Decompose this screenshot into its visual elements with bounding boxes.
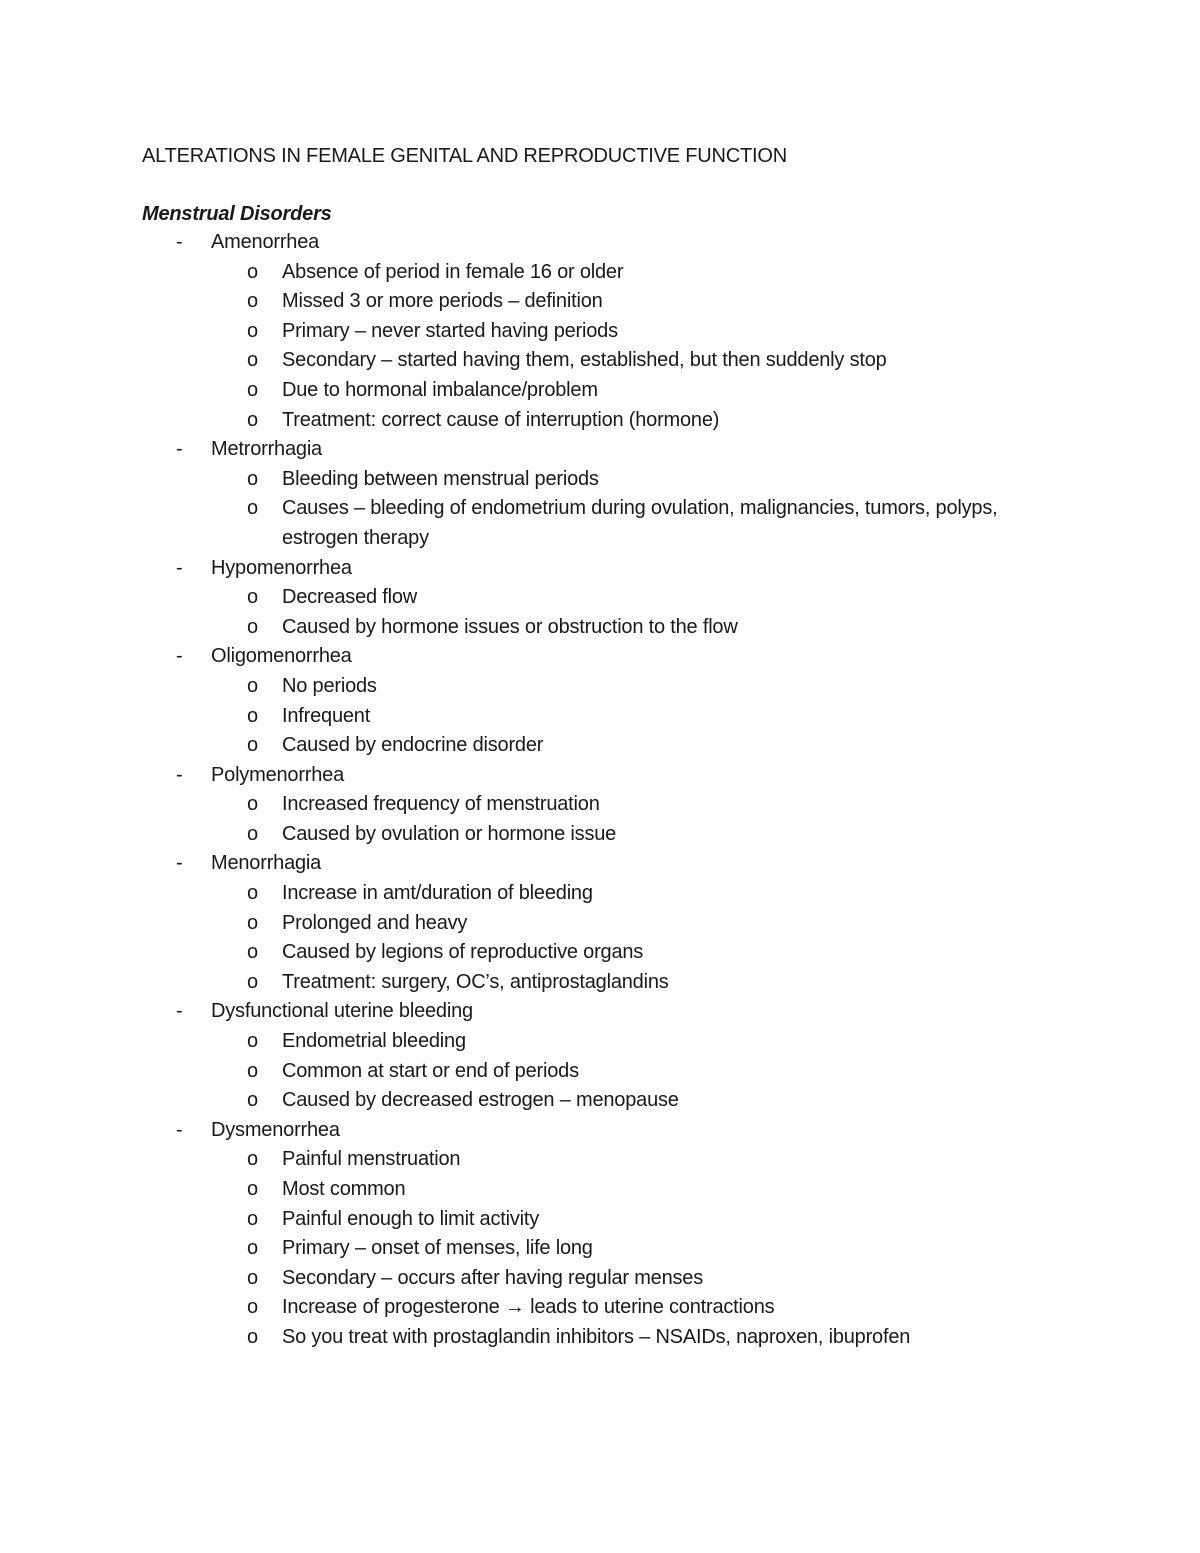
bullet-marker: o xyxy=(247,349,258,372)
bullet-marker: o xyxy=(247,911,258,934)
detail-item xyxy=(0,494,1200,553)
dash-marker: - xyxy=(176,556,183,579)
detail-text: Infrequent xyxy=(282,704,371,727)
bullet-marker: o xyxy=(247,674,258,697)
detail-text: Treatment: surgery, OC’s, antiprostaglandins xyxy=(282,970,669,993)
detail-text: Absence of period in female 16 or older xyxy=(282,260,624,283)
bullet-marker: o xyxy=(247,378,258,401)
detail-item xyxy=(0,702,1200,732)
bullet-marker: o xyxy=(247,290,258,313)
disorder-term: Dysfunctional uterine bleeding xyxy=(211,1000,473,1023)
bullet-marker: o xyxy=(247,941,258,964)
detail-text: Painful enough to limit activity xyxy=(282,1207,540,1230)
bullet-marker: o xyxy=(247,260,258,283)
bullet-marker: o xyxy=(247,734,258,757)
detail-item xyxy=(0,1086,1200,1116)
detail-text: Primary – never started having periods xyxy=(282,319,618,342)
detail-text: Common at start or end of periods xyxy=(282,1059,579,1082)
disorder-item xyxy=(0,761,1200,791)
detail-text: Secondary – started having them, established, but then suddenly stop xyxy=(282,349,887,372)
detail-text: Endometrial bleeding xyxy=(282,1030,466,1053)
bullet-marker: o xyxy=(247,1237,258,1260)
detail-text: Bleeding between menstrual periods xyxy=(282,467,599,490)
bullet-marker: o xyxy=(247,1178,258,1200)
detail-item xyxy=(0,1293,1200,1323)
disorder-item xyxy=(0,642,1200,672)
detail-item xyxy=(0,1175,1200,1205)
dash-marker: - xyxy=(176,231,183,253)
detail-text: Painful menstruation xyxy=(282,1148,461,1171)
bullet-marker: o xyxy=(247,1296,258,1319)
detail-text: Increase in amt/duration of bleeding xyxy=(282,882,593,905)
detail-text: Most common xyxy=(282,1178,406,1200)
dash-marker: - xyxy=(176,1118,183,1141)
disorder-item xyxy=(0,849,1200,879)
detail-item xyxy=(0,672,1200,702)
detail-item xyxy=(0,820,1200,850)
detail-text: No periods xyxy=(282,674,377,697)
bullet-marker: o xyxy=(247,1207,258,1230)
bullet-marker: o xyxy=(247,1089,258,1112)
detail-item xyxy=(0,376,1200,406)
detail-item xyxy=(0,968,1200,998)
disorder-term: Menorrhagia xyxy=(211,852,322,875)
detail-text: Causes – bleeding of endometrium during ovulation, malignancies, tumors, polyps, estrogen therapy xyxy=(282,497,998,549)
detail-text: Caused by decreased estrogen – menopause xyxy=(282,1089,679,1112)
bullet-marker: o xyxy=(247,970,258,993)
detail-item xyxy=(0,1057,1200,1087)
bullet-marker: o xyxy=(247,1148,258,1171)
detail-item xyxy=(0,909,1200,939)
bullet-marker: o xyxy=(247,615,258,638)
detail-item xyxy=(0,346,1200,376)
detail-item xyxy=(0,258,1200,288)
bullet-marker: o xyxy=(247,1266,258,1289)
bullet-marker: o xyxy=(247,497,258,520)
detail-item xyxy=(0,287,1200,317)
detail-text: Secondary – occurs after having regular menses xyxy=(282,1266,704,1289)
disorder-item xyxy=(0,554,1200,584)
detail-text: Prolonged and heavy xyxy=(282,911,468,934)
detail-text: Primary – onset of menses, life long xyxy=(282,1237,593,1260)
detail-text: Treatment: correct cause of interruption (hormone) xyxy=(282,408,720,431)
bullet-marker: o xyxy=(247,704,258,727)
disorder-term: Dysmenorrhea xyxy=(211,1118,340,1141)
disorder-term: Metrorrhagia xyxy=(211,438,322,461)
bullet-marker: o xyxy=(247,408,258,431)
detail-text: Caused by legions of reproductive organs xyxy=(282,941,644,964)
detail-item xyxy=(0,583,1200,613)
dash-marker: - xyxy=(176,1000,183,1023)
detail-item xyxy=(0,1234,1200,1264)
document-title: ALTERATIONS IN FEMALE GENITAL AND REPRODUCTIVE FUNCTION xyxy=(142,145,788,167)
detail-text: Caused by hormone issues or obstruction to the flow xyxy=(282,615,738,638)
detail-item xyxy=(0,1145,1200,1175)
dash-marker: - xyxy=(176,645,183,668)
detail-text: Caused by endocrine disorder xyxy=(282,734,544,757)
detail-item xyxy=(0,406,1200,436)
bullet-marker: o xyxy=(247,882,258,905)
detail-item xyxy=(0,790,1200,820)
detail-item xyxy=(0,1264,1200,1294)
detail-item xyxy=(0,879,1200,909)
disorder-item xyxy=(0,435,1200,465)
detail-text: Decreased flow xyxy=(282,586,418,609)
bullet-marker: o xyxy=(247,793,258,816)
detail-text: So you treat with prostaglandin inhibitors – NSAIDs, naproxen, ibuprofen xyxy=(282,1325,911,1348)
dash-marker: - xyxy=(176,852,183,875)
detail-item xyxy=(0,1027,1200,1057)
disorder-term: Amenorrhea xyxy=(211,231,320,253)
disorder-term: Oligomenorrhea xyxy=(211,645,352,668)
detail-text: Caused by ovulation or hormone issue xyxy=(282,822,617,845)
disorder-item xyxy=(0,997,1200,1027)
disorder-item xyxy=(0,228,1200,258)
bullet-marker: o xyxy=(247,1059,258,1082)
bullet-marker: o xyxy=(247,1325,258,1348)
section-heading: Menstrual Disorders xyxy=(142,203,332,225)
dash-marker: - xyxy=(176,438,183,461)
detail-item xyxy=(0,317,1200,347)
detail-item xyxy=(0,731,1200,761)
bullet-marker: o xyxy=(247,1030,258,1053)
disorder-list xyxy=(0,228,1200,1353)
detail-item xyxy=(0,1205,1200,1235)
detail-text: Due to hormonal imbalance/problem xyxy=(282,378,598,401)
detail-text: Missed 3 or more periods – definition xyxy=(282,290,603,313)
bullet-marker: o xyxy=(247,586,258,609)
detail-text: Increased frequency of menstruation xyxy=(282,793,600,816)
detail-item xyxy=(0,1323,1200,1353)
bullet-marker: o xyxy=(247,822,258,845)
detail-item xyxy=(0,465,1200,495)
detail-item xyxy=(0,938,1200,968)
bullet-marker: o xyxy=(247,467,258,490)
disorder-item xyxy=(0,1116,1200,1146)
detail-text: Increase of progesterone → leads to uterine contractions xyxy=(282,1296,775,1319)
disorder-term: Polymenorrhea xyxy=(211,763,345,786)
dash-marker: - xyxy=(176,763,183,786)
detail-item xyxy=(0,613,1200,643)
disorder-term: Hypomenorrhea xyxy=(211,556,352,579)
bullet-marker: o xyxy=(247,319,258,342)
